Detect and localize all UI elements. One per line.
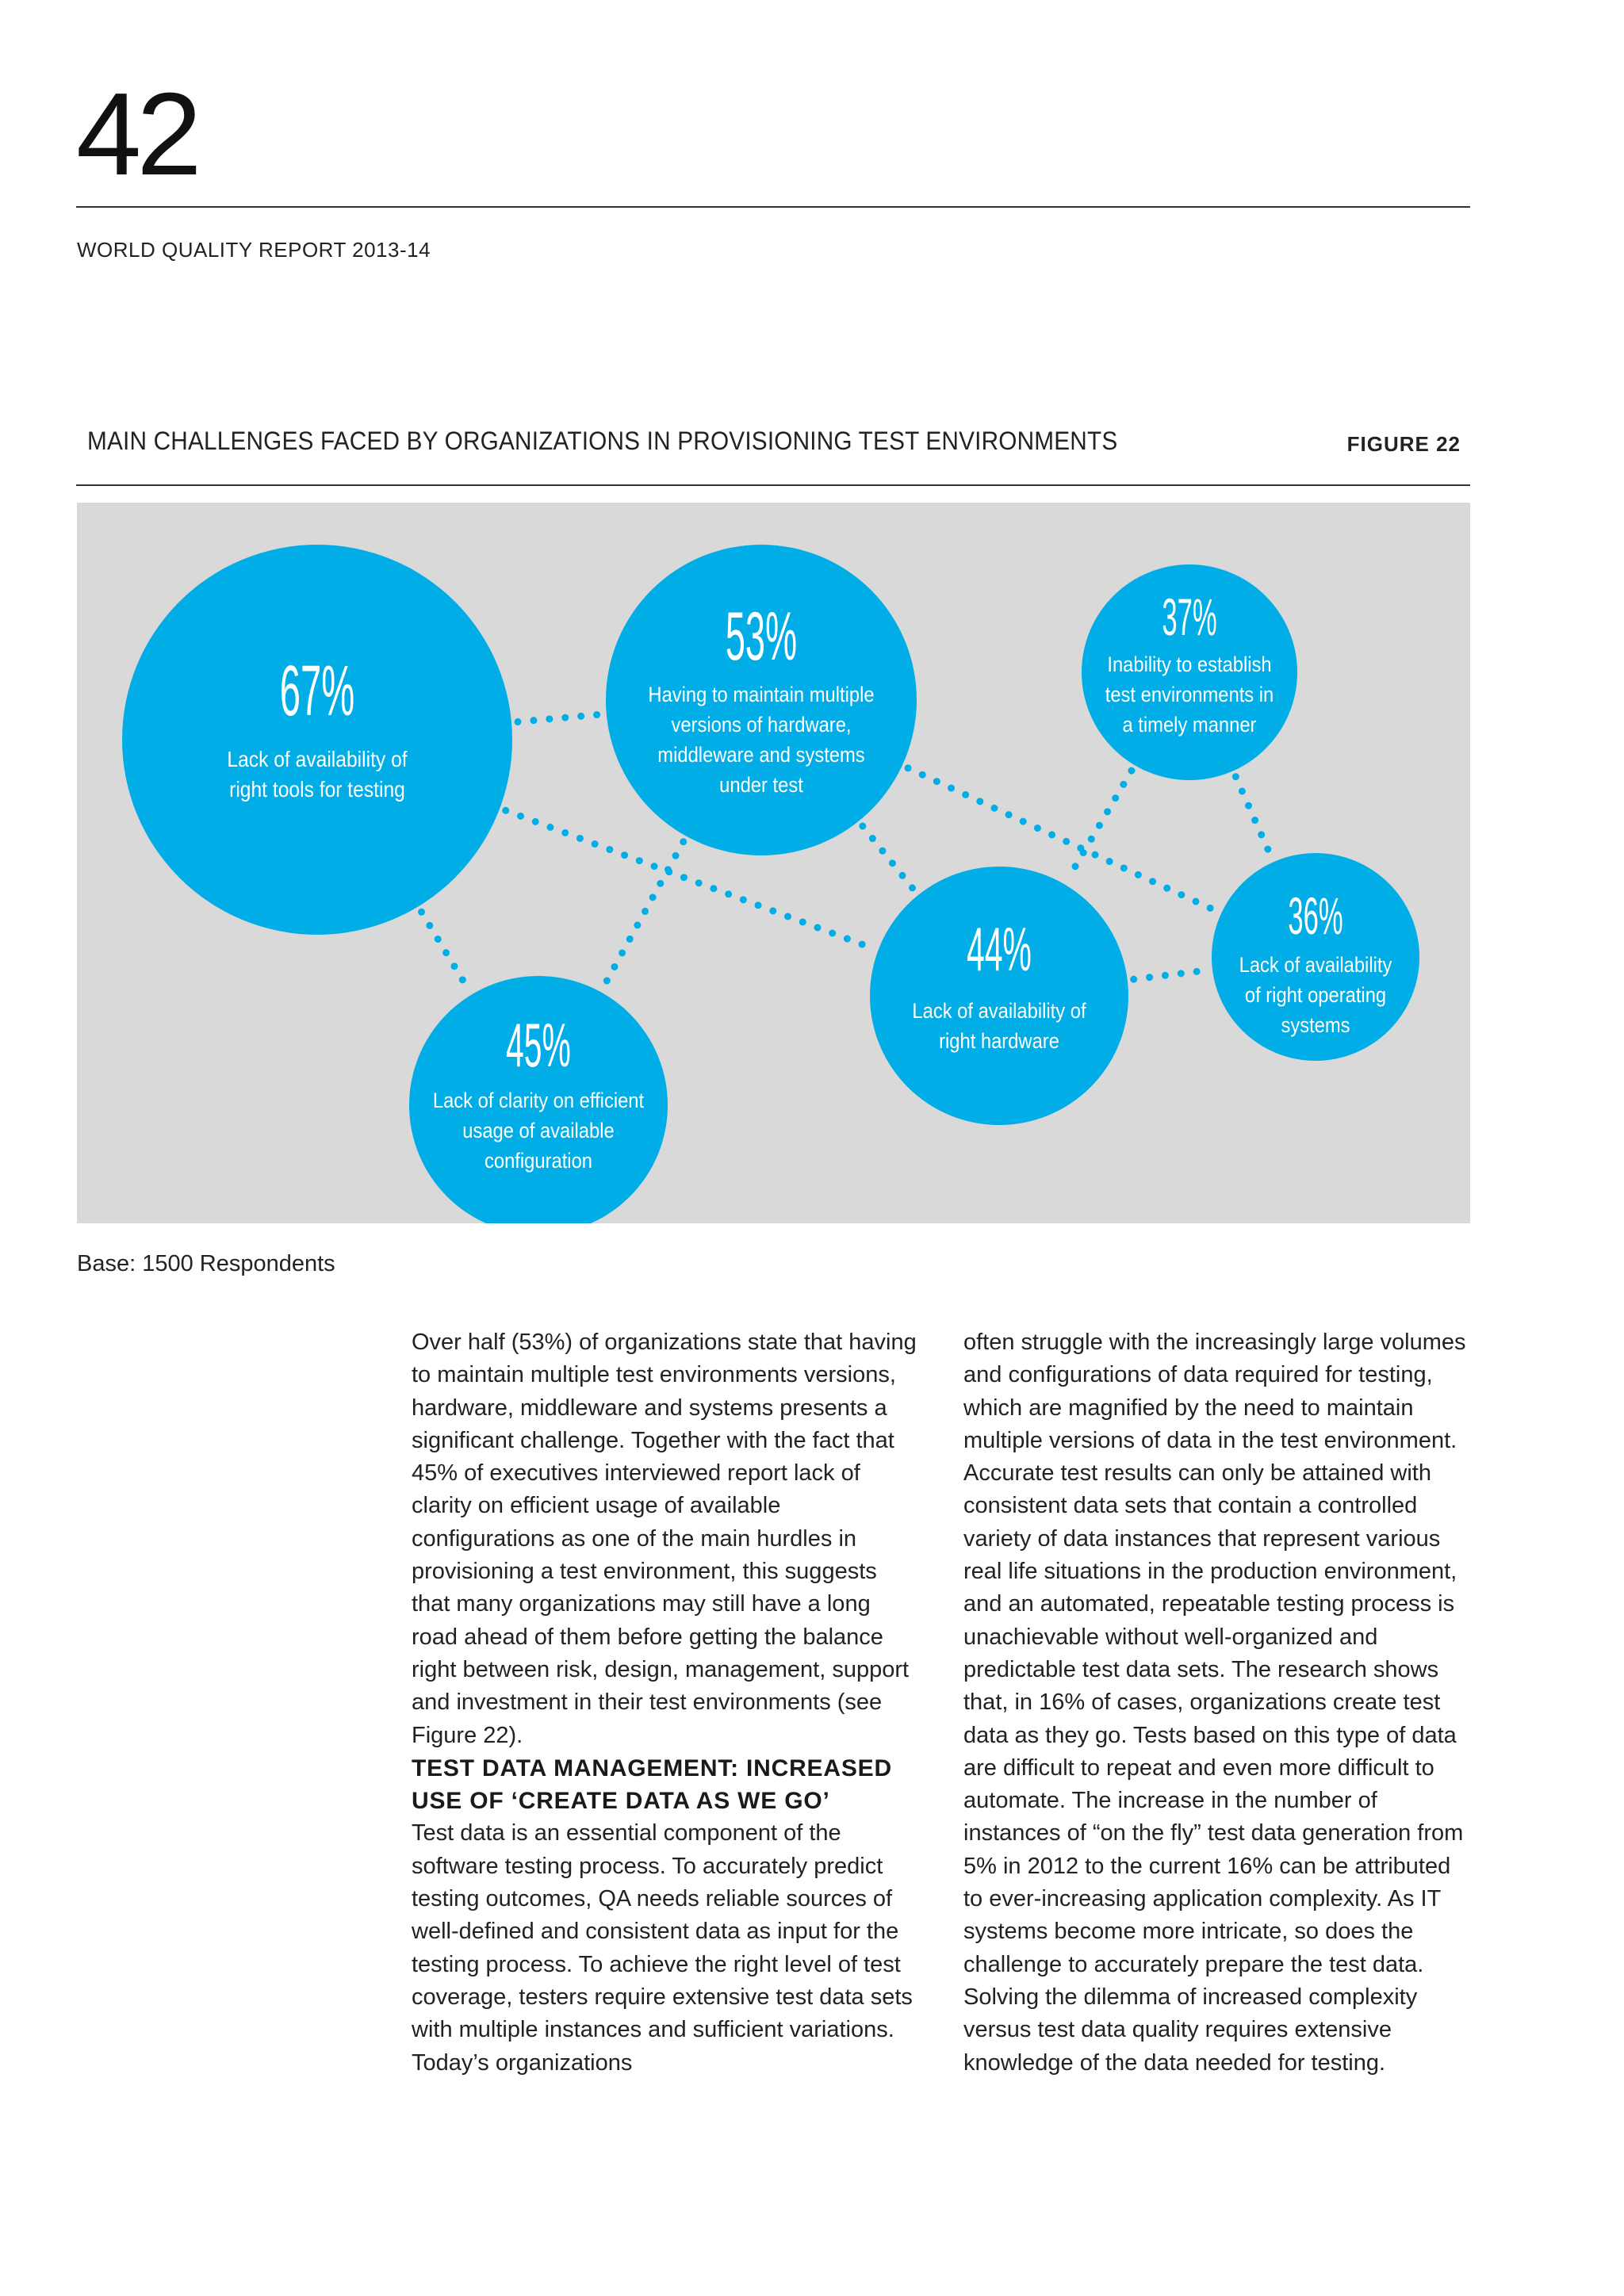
bubbles <box>122 545 1419 1223</box>
bubble <box>870 867 1128 1125</box>
report-title: WORLD QUALITY REPORT 2013-14 <box>77 238 431 262</box>
body-column-right <box>963 1326 1471 2080</box>
bubble-circle <box>870 867 1128 1125</box>
bubble-description-line: Inability to establish <box>1107 652 1272 677</box>
bubble-value-label: 44% <box>967 914 1032 984</box>
connector-line <box>518 714 600 721</box>
section-heading: TEST DATA MANAGEMENT: INCREASED USE OF ‘CREATE DATA AS WE GO’ <box>412 1755 892 1815</box>
bubble-description-line: Lack of availability <box>1239 953 1392 978</box>
page-number: 42 <box>76 69 197 200</box>
bubble <box>606 545 917 855</box>
connector-line <box>1134 970 1206 979</box>
connector-line <box>1068 771 1132 878</box>
bubble-value-label: 36% <box>1288 886 1343 945</box>
bubble-description-line: usage of available <box>462 1119 615 1143</box>
bubble-value-label: 45% <box>506 1010 571 1080</box>
bubble-description-line: middleware and systems <box>657 743 865 767</box>
bubble <box>1212 853 1419 1061</box>
bubble-description-line: under test <box>719 773 803 798</box>
bubble-description-line: test environments in <box>1105 683 1274 707</box>
bubble-description-line: Having to maintain multiple <box>648 683 875 707</box>
connector-line <box>422 912 469 989</box>
bubble-description-line: of right operating <box>1244 983 1387 1008</box>
figure-title: MAIN CHALLENGES FACED BY ORGANIZATIONS IN PROVISIONING TEST ENVIRONMENTS <box>87 427 1118 455</box>
bubble-value-label: 67% <box>279 652 355 731</box>
bubble <box>122 545 512 935</box>
base-note: Base: 1500 Respondents <box>77 1251 335 1276</box>
bubble-description-line: a timely manner <box>1122 713 1257 737</box>
bubble-description-line: systems <box>1281 1013 1350 1038</box>
connector-line <box>603 842 683 986</box>
bubble <box>1082 564 1297 780</box>
figure-divider <box>76 484 1470 486</box>
bubble-description-line: right tools for testing <box>229 776 405 802</box>
connector-line <box>1235 777 1270 856</box>
bubble-description-line: versions of hardware, <box>671 713 852 737</box>
bubble-description-line: Lack of availability of <box>912 999 1086 1024</box>
bubble-value-label: 37% <box>1162 587 1217 646</box>
bubble-circle <box>122 545 512 935</box>
bubble-description-line: Lack of availability of <box>227 746 408 772</box>
body-paragraph: Over half (53%) of organizations state that having to maintain multiple test environments versions, hardware, middleware and systems presents a significant challenge. Together with the fact that 45% of executives interviewed report lack of clarity on efficient usage of available configurations as one of the main hurdles in provisioning a test environment, this suggests that many organizations may still have a long road ahead of them before getting the balance right between risk, design, management, support and investment in their test environments (see Figure 22). <box>412 1330 917 1748</box>
body-paragraph: Test data is an essential component of the software testing process. To accurately predict testing outcomes, QA needs reliable sources of well-defined and consistent data as input for the testing process. To achieve the right level of test coverage, testers require extensive test data sets with multiple instances and sufficient variations. Today’s organizations <box>412 1820 913 2076</box>
body-paragraph: often struggle with the increasingly large volumes and configurations of data required for testing, which are magnified by the need to maintain multiple versions of data in the test environment. Accurate test results can only be attained with consistent data sets that contain a controlled variety of data instances that represent various real life situations in the production environment, and an automated, repeatable testing process is unachievable without well-organized and predictable test data sets. The research shows that, in 16% of cases, organizations create test data as they go. Tests based on this type of data are difficult to repeat and even more difficult to automate. The increase in the number of instances of “on the fly” test data generation from 5% in 2012 to the current 16% can be attributed to ever-increasing application complexity. As IT systems become more intricate, so does the challenge to accurately prepare the test data. Solving the dilemma of increased complexity versus test data quality requires extensive knowledge of the data needed for testing. <box>963 1330 1466 2076</box>
header-divider <box>76 206 1470 208</box>
bubble-value-label: 53% <box>725 599 798 675</box>
bubble-description-line: Lack of clarity on efficient <box>432 1089 645 1113</box>
bubble <box>409 976 668 1223</box>
bubble-description-line: right hardware <box>939 1029 1059 1054</box>
bubble-description-line: configuration <box>484 1149 593 1173</box>
figure-label: FIGURE 22 <box>1346 432 1461 456</box>
body-column-left <box>412 1326 919 2080</box>
bubble-chart-canvas <box>77 503 1470 1223</box>
bubble-chart <box>77 503 1470 1223</box>
connector-line <box>863 826 914 890</box>
